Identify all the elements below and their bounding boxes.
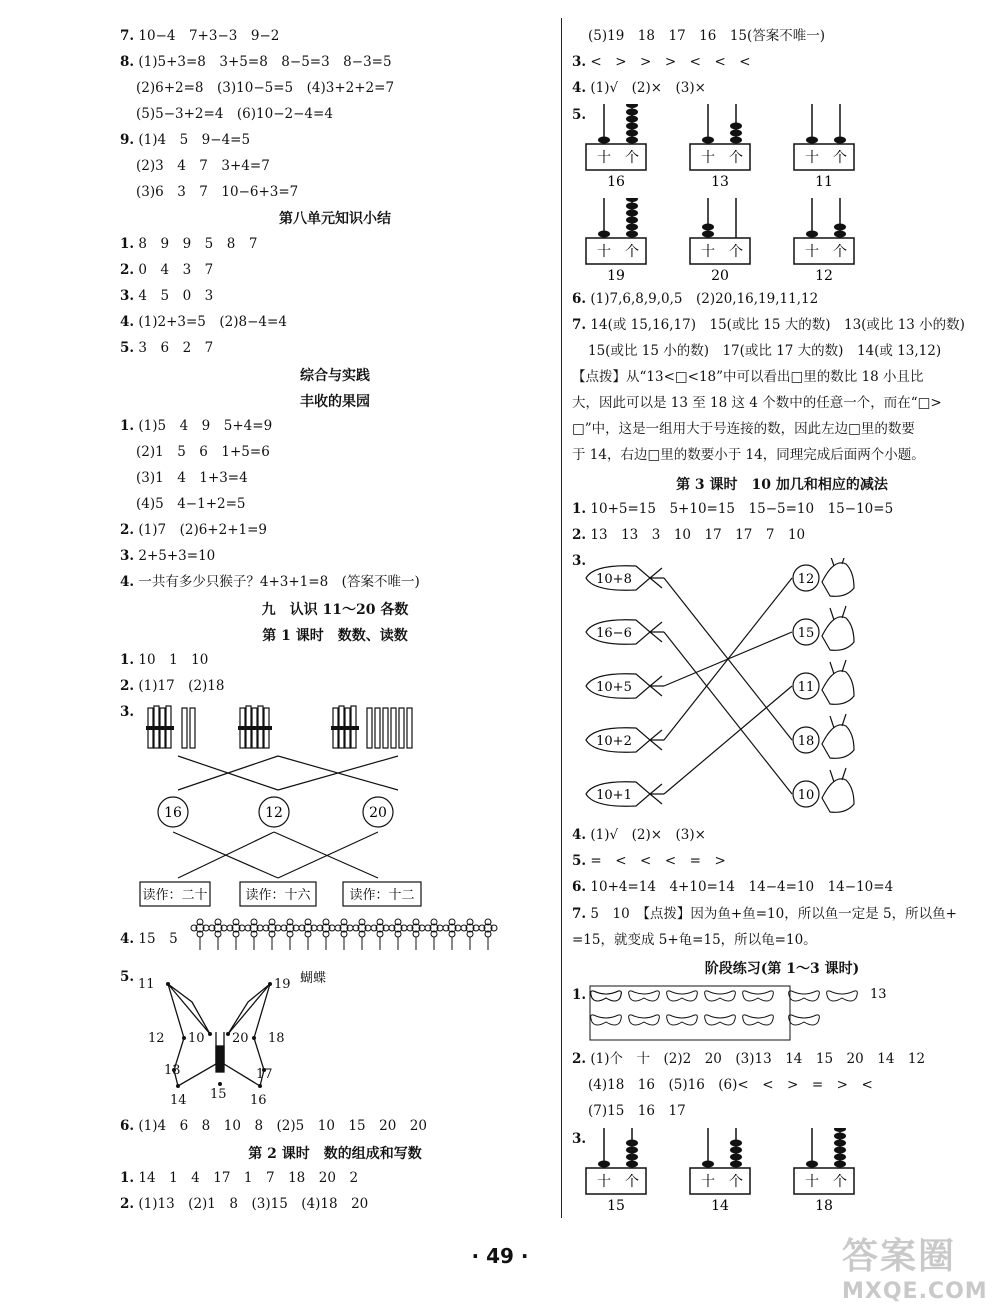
lesson-heading: 第 3 课时 10 加几和相应的减法 — [676, 477, 888, 493]
answer-line: 3. — [572, 553, 587, 569]
hint-line: □”中，这是一组用大于号连接的数，因此左边□里的数要 — [572, 421, 915, 437]
answer-line: 2. (1)13 (2)1 8 (3)15 (4)18 20 — [120, 1196, 369, 1212]
answer-line: =15，就变成 5+龟=15，所以龟=10。 — [572, 932, 817, 948]
svg-text:十: 十 — [701, 150, 715, 166]
abacus-value: 11 — [815, 174, 833, 190]
flower-icon — [191, 919, 209, 950]
abacus-value: 16 — [607, 174, 625, 190]
answer-line: 2. 0 4 3 7 — [120, 262, 214, 278]
carrot-rabbit-matching-figure — [584, 558, 884, 824]
rabbit-number: 15 — [797, 626, 815, 641]
butterfly-grouping-figure — [586, 984, 896, 1042]
answer-line: 7. 5 10 【点拨】因为鱼+鱼=10，所以鱼一定是 5，所以鱼+ — [572, 906, 957, 922]
answer-line: 6. (1)7,6,8,9,0,5 (2)20,16,19,11,12 — [572, 291, 819, 307]
answer-line: (3)6 3 7 10−6+3=7 — [136, 184, 299, 200]
abacus-value: 12 — [815, 268, 833, 284]
rabbit-icon — [822, 558, 854, 596]
answer-line: 1. 10 1 10 — [120, 652, 209, 668]
answer-line: (7)15 16 17 — [588, 1103, 686, 1119]
reading-box: 读作：十二 — [349, 888, 415, 903]
dot-number: 10 — [188, 1031, 205, 1046]
dot-number: 17 — [256, 1067, 273, 1082]
answer-line: 4. (1)√ (2)× (3)× — [572, 80, 706, 96]
carrot-expression: 10+5 — [596, 680, 632, 695]
answer-line: 3. 4 5 0 3 — [120, 288, 214, 304]
answer-line: 5. — [120, 969, 135, 985]
svg-text:十: 十 — [701, 244, 715, 260]
answer-line: (2)6+2=8 (3)10−5=5 (4)3+2+2=7 — [136, 80, 395, 96]
carrot-expression: 10+1 — [596, 788, 632, 803]
answer-line: 1. 14 1 4 17 1 7 18 20 2 — [120, 1170, 359, 1186]
svg-text:个: 个 — [833, 150, 847, 166]
carrot-expression: 10+2 — [596, 734, 632, 749]
rabbit-number: 10 — [797, 788, 815, 803]
bundle-matching-figure — [138, 700, 448, 912]
answer-line: 7. 14(或 15,16,17) 15(或比 15 大的数) 13(或比 13 小的数) — [572, 317, 965, 333]
svg-text:个: 个 — [833, 244, 847, 260]
dot-number: 13 — [164, 1063, 181, 1078]
answer-line: 5. 3 6 2 7 — [120, 340, 214, 356]
answer-line: 2. (1)个 十 (2)2 20 (3)13 14 15 20 14 12 — [572, 1051, 926, 1067]
dot-number: 12 — [148, 1031, 165, 1046]
svg-text:十: 十 — [597, 244, 611, 260]
carrot-expression: 10+8 — [596, 572, 632, 587]
svg-text:十: 十 — [597, 1174, 611, 1190]
lesson-heading: 第 2 课时 数的组成和写数 — [248, 1146, 422, 1162]
answer-line: 9. (1)4 5 9−4=5 — [120, 132, 251, 148]
dot-number: 15 — [210, 1087, 227, 1102]
answer-line: (2)1 5 6 1+5=6 — [136, 444, 270, 460]
watermark-text: 答案圈 — [842, 1236, 957, 1277]
stick-bundle-icon — [238, 706, 272, 748]
answer-line: (5)19 18 17 16 15(答案不唯一) — [588, 28, 826, 44]
rabbit-icon — [822, 660, 854, 704]
flowers-row-figure — [190, 918, 510, 954]
butterfly-label: 蝴蝶 — [300, 971, 327, 986]
rabbit-number: 18 — [797, 734, 815, 749]
section-heading: 第八单元知识小结 — [279, 211, 391, 227]
answer-line: 4. 15 5 — [120, 931, 178, 947]
answer-line: 2. (1)7 (2)6+2+1=9 — [120, 522, 268, 538]
svg-text:个: 个 — [625, 1174, 639, 1190]
answer-line: 1. 10+5=15 5+10=15 15−5=10 15−10=5 — [572, 501, 894, 517]
svg-text:个: 个 — [625, 244, 639, 260]
flower-number: 16 — [164, 805, 182, 821]
abacus-value: 18 — [815, 1198, 833, 1214]
flower-number: 12 — [265, 805, 283, 821]
abacus-row — [582, 1128, 882, 1214]
abacus-row — [582, 104, 882, 190]
reading-box: 读作：十六 — [245, 888, 311, 903]
svg-text:个: 个 — [833, 1174, 847, 1190]
answer-line: 4. (1)2+3=5 (2)8−4=4 — [120, 314, 287, 330]
stick-bundle-icon — [331, 706, 412, 748]
answer-line: (4)18 16 (5)16 (6)< < > = > < — [588, 1077, 873, 1093]
answer-line: 3. — [120, 704, 135, 720]
svg-text:十: 十 — [805, 1174, 819, 1190]
svg-text:个: 个 — [729, 150, 743, 166]
answer-line: (5)5−3+2=4 (6)10−2−4=4 — [136, 106, 333, 122]
abacus-value: 14 — [711, 1198, 729, 1214]
svg-text:十: 十 — [701, 1174, 715, 1190]
svg-text:十: 十 — [597, 150, 611, 166]
chapter-heading: 九 认识 11～20 各数 — [261, 602, 409, 618]
answer-line: (3)1 4 1+3=4 — [136, 470, 248, 486]
answer-line: 1. — [572, 987, 587, 1003]
answer-line: 7. 10−4 7+3−3 9−2 — [120, 28, 280, 44]
answer-line: 6. (1)4 6 8 10 8 (2)5 10 15 20 20 — [120, 1118, 427, 1134]
section-heading: 丰收的果园 — [300, 394, 370, 410]
rabbit-icon — [822, 768, 854, 812]
svg-text:个: 个 — [625, 150, 639, 166]
stick-bundle-icon — [146, 706, 195, 748]
abacus-value: 13 — [711, 174, 729, 190]
flower-number: 20 — [369, 805, 387, 821]
lesson-heading: 第 1 课时 数数、读数 — [262, 628, 408, 644]
svg-text:十: 十 — [805, 244, 819, 260]
column-divider — [561, 18, 562, 1218]
page-number: · 49 · — [471, 1244, 529, 1268]
answer-line: 3. 2+5+3=10 — [120, 548, 216, 564]
answer-line: 4. 一共有多少只猴子？4+3+1=8 (答案不唯一) — [120, 574, 420, 590]
rabbit-icon — [822, 714, 854, 758]
answer-line: 1. 8 9 9 5 8 7 — [120, 236, 258, 252]
abacus-value: 15 — [607, 1198, 625, 1214]
answer-line: 1. (1)5 4 9 5+4=9 — [120, 418, 273, 434]
hint-line: 于 14，右边□里的数要小于 14，同理完成后面两个小题。 — [572, 447, 925, 463]
watermark-url: MXQE.COM — [842, 1279, 988, 1304]
answer-line: 2. (1)17 (2)18 — [120, 678, 225, 694]
answer-line: 4. (1)√ (2)× (3)× — [572, 827, 706, 843]
dot-number: 16 — [250, 1093, 267, 1108]
rabbit-number: 11 — [797, 680, 815, 695]
watermark-logo — [842, 1228, 992, 1304]
answer-line: (4)5 4−1+2=5 — [136, 496, 246, 512]
dot-number: 18 — [268, 1031, 285, 1046]
dot-number: 11 — [138, 977, 155, 992]
carrot-expression: 16−6 — [596, 626, 632, 641]
dot-number: 20 — [232, 1031, 249, 1046]
lesson-heading: 阶段练习(第 1～3 课时) — [704, 961, 860, 977]
abacus-value: 19 — [607, 268, 625, 284]
rabbit-number: 12 — [797, 572, 815, 587]
dot-number: 14 — [170, 1093, 187, 1108]
hint-line: 【点拨】从“13<□<18”中可以看出□里的数比 18 小且比 — [572, 369, 924, 385]
svg-text:个: 个 — [729, 1174, 743, 1190]
dot-number: 19 — [274, 977, 291, 992]
answer-line: 3. — [572, 1131, 587, 1147]
abacus-row — [582, 198, 882, 284]
svg-text:个: 个 — [729, 244, 743, 260]
answer-line: 6. 10+4=14 4+10=14 14−4=10 14−10=4 — [572, 879, 894, 895]
answer-line: 5. = < < < = > — [572, 853, 726, 869]
reading-box: 读作：二十 — [142, 888, 208, 903]
answer-line: 15(或比 15 小的数) 17(或比 17 大的数) 14(或 13,12) — [588, 343, 942, 359]
answer-line: 3. < > > > < < < — [572, 54, 751, 70]
butterfly-total: 13 — [870, 987, 887, 1002]
butterfly-dot-figure — [138, 966, 358, 1114]
abacus-value: 20 — [711, 268, 729, 284]
rabbit-icon — [822, 606, 854, 650]
hint-line: 大，因此可以是 13 至 18 这 4 个数中的任意一个，而在“□> — [572, 395, 942, 411]
section-heading: 综合与实践 — [300, 368, 370, 384]
answer-line: 2. 13 13 3 10 17 17 7 10 — [572, 527, 806, 543]
answer-line: 8. (1)5+3=8 3+5=8 8−5=3 8−3=5 — [120, 54, 392, 70]
svg-text:十: 十 — [805, 150, 819, 166]
answer-line: 5. — [572, 107, 587, 123]
answer-line: (2)3 4 7 3+4=7 — [136, 158, 270, 174]
